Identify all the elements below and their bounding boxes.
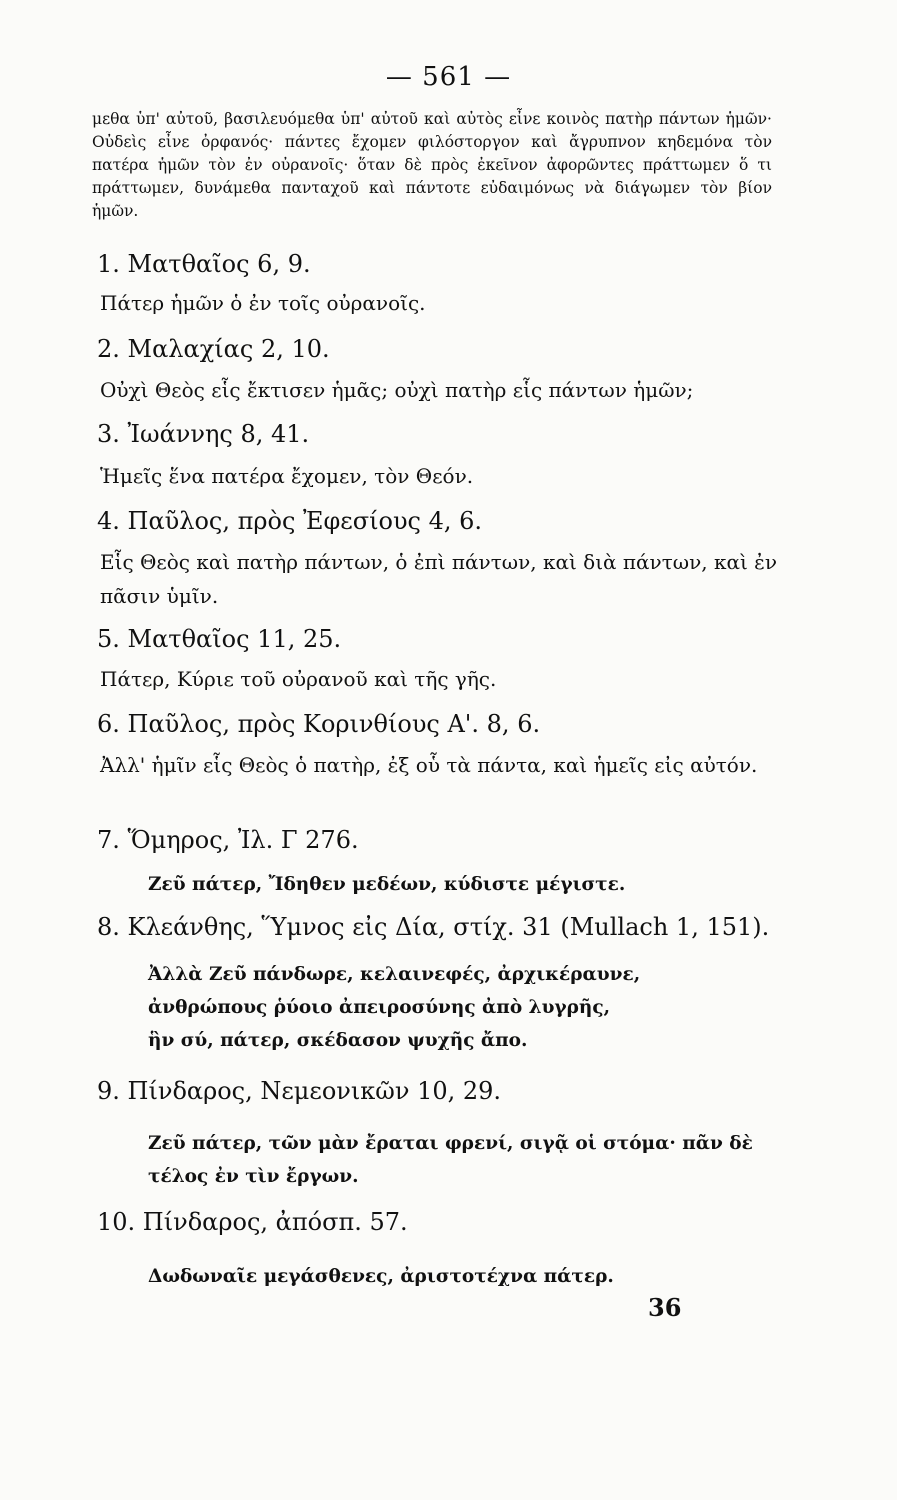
page-number-header: — 561 — — [385, 62, 512, 92]
entry-6-quote: Ἀλλ' ἡμῖν εἷς Θεὸς ὁ πατὴρ, ἐξ οὗ τὰ πάντα, καὶ ἡμεῖς εἰς αὐτόν. — [100, 753, 758, 777]
entry-1-quote: Πάτερ ἡμῶν ὁ ἐν τοῖς οὐρανοῖς. — [100, 291, 426, 315]
entry-1-heading: 1. Ματθαῖος 6, 9. — [97, 250, 311, 278]
entry-10-quote: Δωδωναῖε μεγάσθενες, ἀριστοτέχνα πάτερ. — [148, 1266, 614, 1287]
entry-4-heading: 4. Παῦλος, πρὸς Ἐφεσίους 4, 6. — [97, 507, 483, 535]
poem-line: ἣν σύ, πάτερ, σκέδασον ψυχῆς ἄπο. — [148, 1030, 528, 1051]
entry-8-poem — [148, 958, 788, 1057]
entry-2-quote: Οὐχὶ Θεὸς εἷς ἔκτισεν ἡμᾶς; οὐχὶ πατὴρ εἷς πάντων ἡμῶν; — [100, 378, 694, 402]
entry-9-quote: Ζεῦ πάτερ, τῶν μὰν ἔραται φρενί, σιγᾷ οἱ στόμα· πᾶν δὲ τέλος ἐν τὶν ἔργων. — [148, 1133, 753, 1187]
intro-text: μεθα ὑπ' αὐτοῦ, βασιλευόμεθα ὑπ' αὐτοῦ καὶ αὐτὸς εἶνε κοινὸς πατὴρ πάντων ἡμῶν· Οὐδεὶς εἶνε ὀρφανός· πάντες ἔχομεν φιλόστοργον καὶ ἄγρυπνον κηδεμόνα τὸν πατέρα ἡμῶν τὸν ἐν οὐρανοῖς· ὅταν δὲ πρὸς ἐκεῖνον ἀφορῶντες πράττωμεν ὅ τι πράττωμεν, δυνάμεθα πανταχοῦ καὶ πάντοτε εὐδαιμόνως νὰ διάγωμεν τὸν βίον ἡμῶν. — [92, 110, 772, 220]
poem-line: ἀνθρώπους ῥύοιο ἀπειροσύνης ἀπὸ λυγρῆς, — [148, 997, 611, 1018]
entry-7-quote: Ζεῦ πάτερ, Ἴδηθεν μεδέων, κύδιστε μέγιστε. — [148, 874, 626, 895]
entry-7-heading: 7. Ὅμηρος, Ἰλ. Γ 276. — [97, 826, 359, 854]
entry-8-heading: 8. Κλεάνθης, Ὕμνος εἰς Δία, στίχ. 31 (Mullach 1, 151). — [97, 913, 770, 941]
entry-10-heading: 10. Πίνδαρος, ἀπόσπ. 57. — [97, 1208, 408, 1236]
entry-3-heading: 3. Ἰωάννης 8, 41. — [97, 420, 310, 448]
entry-3-quote: Ἡμεῖς ἕνα πατέρα ἔχομεν, τὸν Θεόν. — [100, 464, 474, 488]
entry-5-quote: Πάτερ, Κύριε τοῦ οὐρανοῦ καὶ τῆς γῆς. — [100, 667, 497, 691]
entry-5-heading: 5. Ματθαῖος 11, 25. — [97, 625, 342, 653]
entry-2-heading: 2. Μαλαχίας 2, 10. — [97, 335, 330, 363]
signature-mark: 36 — [648, 1293, 682, 1322]
intro-paragraph — [92, 108, 772, 223]
entry-9-heading: 9. Πίνδαρος, Νεμεονικῶν 10, 29. — [97, 1077, 502, 1105]
entry-6-heading: 6. Παῦλος, πρὸς Κορινθίους Α'. 8, 6. — [97, 710, 541, 738]
entry-4-quote: Εἷς Θεὸς καὶ πατὴρ πάντων, ὁ ἐπὶ πάντων, καὶ διὰ πάντων, καὶ ἐν πᾶσιν ὑμῖν. — [100, 550, 778, 608]
poem-line: Ἀλλὰ Ζεῦ πάνδωρε, κελαινεφές, ἀρχικέραυνε, — [148, 964, 641, 985]
